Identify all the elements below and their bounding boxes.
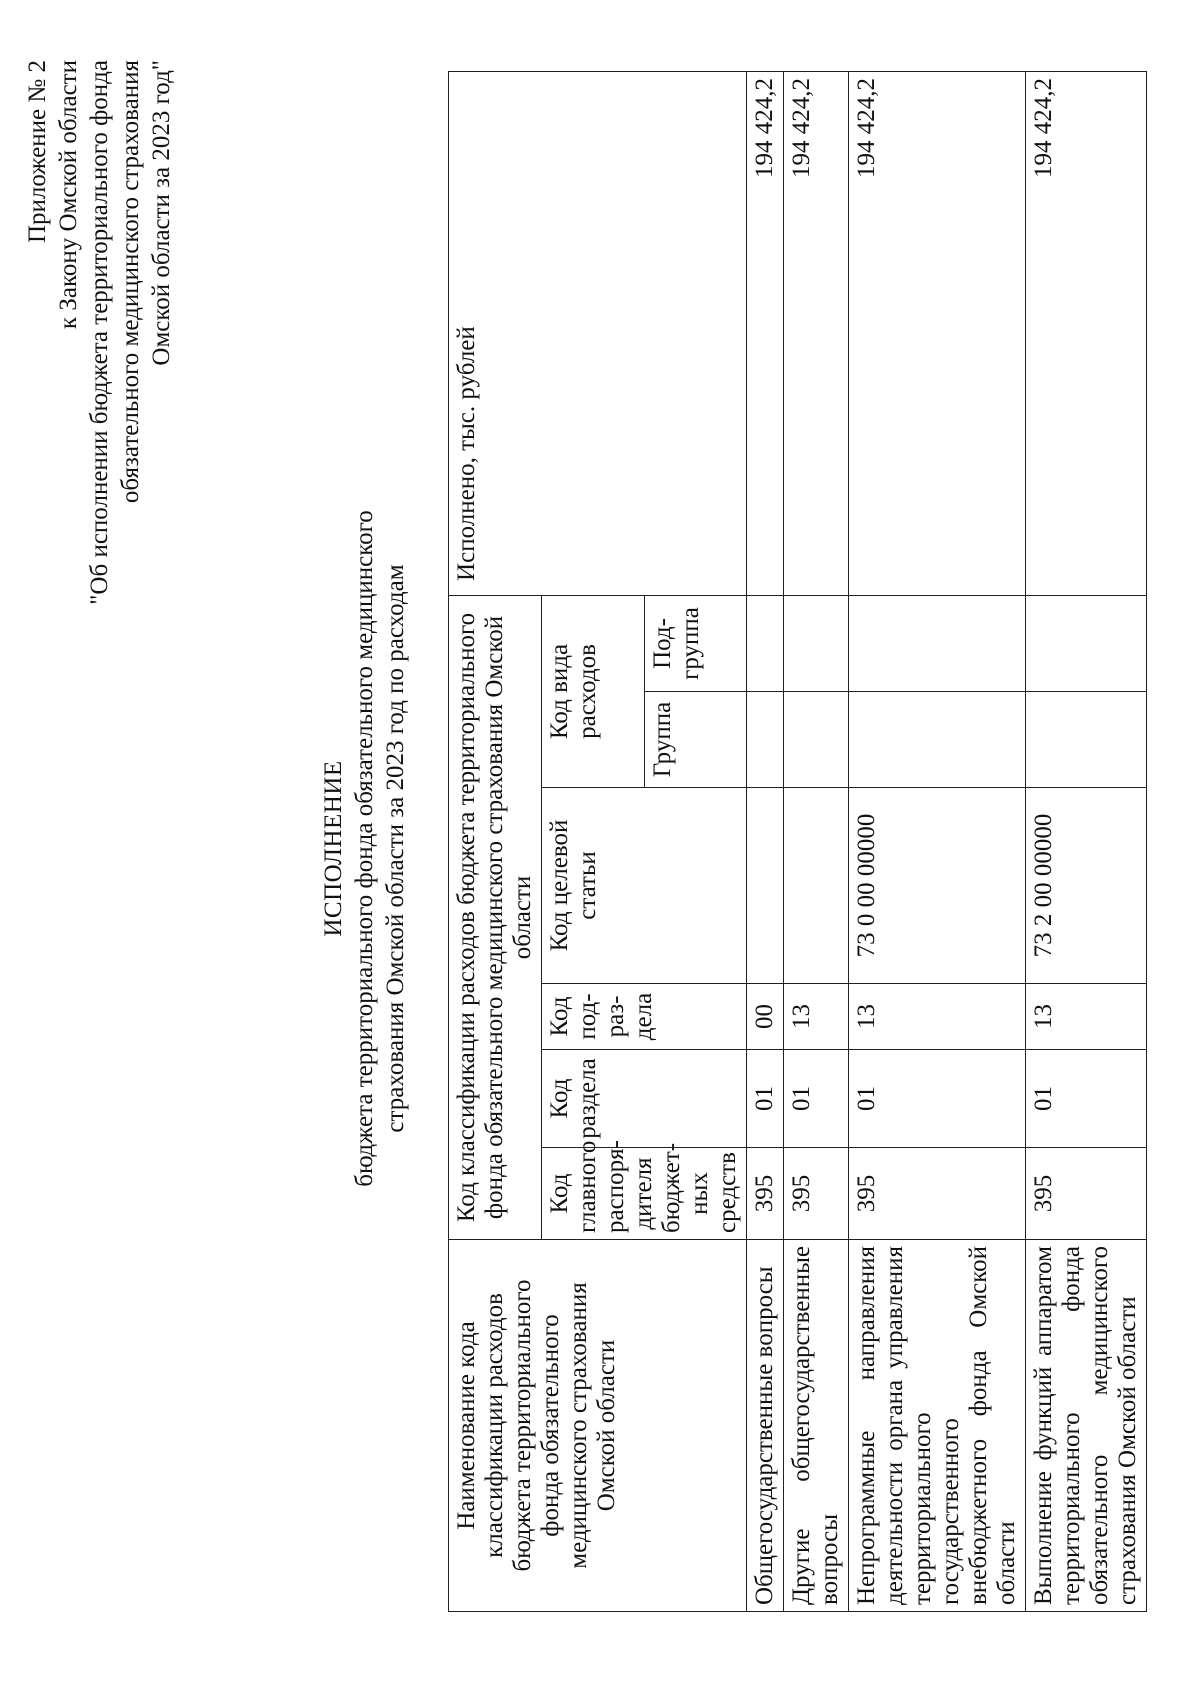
header-line: Омской области за 2023 год" (148, 60, 175, 366)
table-row (747, 71, 784, 1611)
table-row (1026, 71, 1147, 1611)
row-razdel: 01 (747, 1050, 784, 1148)
row-amount: 194 424,2 (849, 71, 1026, 595)
row-gruppa (849, 692, 1026, 788)
header-row (449, 71, 542, 1611)
row-razdel: 01 (1026, 1050, 1147, 1148)
row-gruppa (784, 692, 849, 788)
row-celevaya: 73 0 00 00000 (849, 788, 1026, 984)
row-name: Общегосударственные вопросы (747, 1240, 784, 1612)
row-name: Другие общегосударственные вопросы (784, 1240, 849, 1612)
table-row (784, 71, 849, 1611)
header-razdel: Код раздела (542, 1050, 747, 1148)
row-podrazdel: 13 (1026, 984, 1147, 1050)
title-line: бюджета территориального фонда обязательного медицинского (351, 510, 378, 1187)
row-podgruppa (784, 595, 849, 691)
row-celevaya (784, 788, 849, 984)
table-row (849, 71, 1026, 1611)
row-gruppa (1026, 692, 1147, 788)
row-podgruppa (849, 595, 1026, 691)
header-podgruppa: Под-группа (644, 595, 747, 691)
document-title (318, 0, 411, 1697)
expenditure-table (448, 71, 1147, 1612)
header-code-group: Код классификации расходов бюджета территориального фонда обязательного медицинского страхования Омской области (449, 595, 542, 1239)
row-razdel: 01 (849, 1050, 1026, 1148)
title-main: ИСПОЛНЕНИЕ (320, 760, 347, 937)
header-gruppa: Группа (644, 692, 747, 788)
row-glavny: 395 (849, 1148, 1026, 1240)
row-podgruppa (1026, 595, 1147, 691)
header-amount: Исполнено, тыс. рублей (449, 71, 747, 595)
row-podrazdel: 00 (747, 984, 784, 1050)
header-line: обязательного медицинского страхования (117, 60, 144, 504)
row-amount: 194 424,2 (747, 71, 784, 595)
row-glavny: 395 (747, 1148, 784, 1240)
row-podgruppa (747, 595, 784, 691)
header-vid-rashodov: Код вида расходов (542, 595, 645, 787)
header-podrazdel: Код под-раз-дела (542, 984, 747, 1050)
header-line: "Об исполнении бюджета территориального фонда (86, 60, 113, 605)
appendix-header (22, 60, 177, 605)
row-podrazdel: 13 (784, 984, 849, 1050)
row-glavny: 395 (784, 1148, 849, 1240)
title-line: страхования Омской области за 2023 год по расходам (382, 564, 409, 1133)
row-amount: 194 424,2 (1026, 71, 1147, 595)
header-celevaya: Код целевой статьи (542, 788, 747, 984)
row-glavny: 395 (1026, 1148, 1147, 1240)
row-gruppa (747, 692, 784, 788)
row-name: Непрограммные направления деятельности органа управления территориального государственного внебюджетного фонда Омской области (849, 1240, 1026, 1612)
header-glavny: Код главного распоря-дителя бюджет-ных средств (542, 1148, 747, 1240)
row-name: Выполнение функций аппаратом территориального фонда обязательного медицинского страхования Омской области (1026, 1240, 1147, 1612)
header-name: Наименование кода классификации расходов бюджета территориального фонда обязательного медицинского страхования Омской области (449, 1240, 747, 1612)
row-celevaya (747, 788, 784, 984)
row-amount: 194 424,2 (784, 71, 849, 595)
row-celevaya: 73 2 00 00000 (1026, 788, 1147, 984)
header-line: Приложение № 2 (24, 60, 51, 244)
row-razdel: 01 (784, 1050, 849, 1148)
header-line: к Закону Омской области (55, 60, 82, 330)
row-podrazdel: 13 (849, 984, 1026, 1050)
